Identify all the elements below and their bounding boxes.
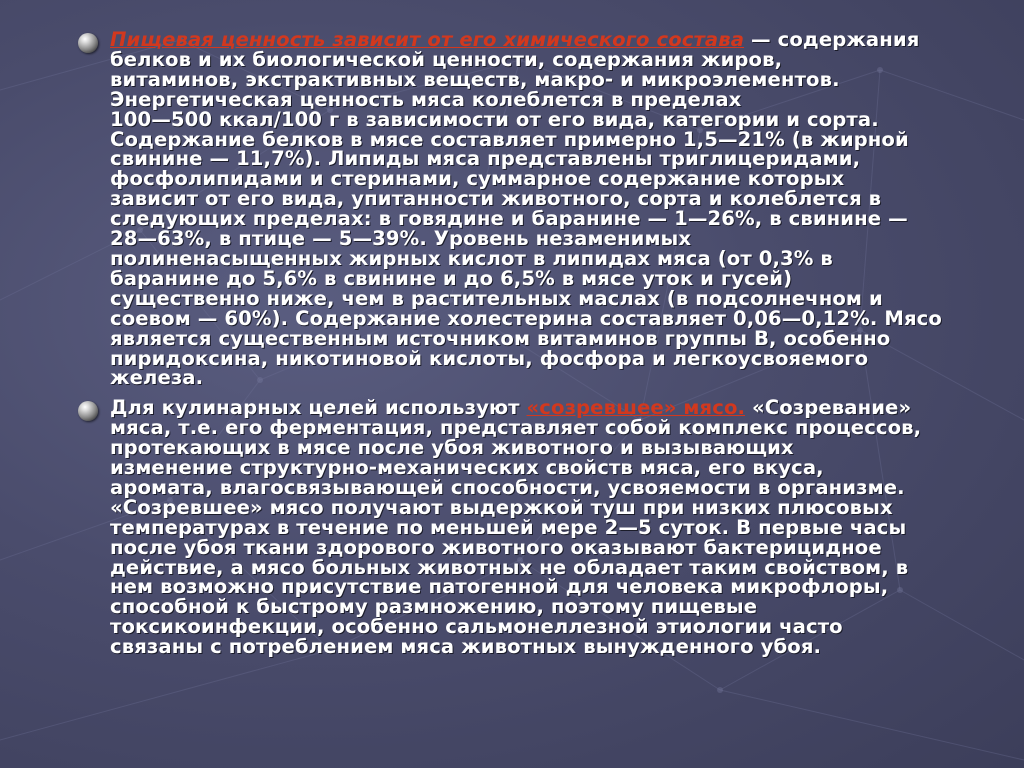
highlighted-heading-link[interactable]: Пищевая ценность зависит от его химического состава bbox=[110, 28, 745, 51]
paragraph-line: витаминов, экстрактивных веществ, макро- и микроэлементов. bbox=[110, 67, 840, 91]
paragraph-line: следующих пределах: в говядине и баранине — 1—26%, в свинине — bbox=[110, 207, 908, 231]
paragraph-line: фосфолипидами и стеринами, суммарное содержание которых bbox=[110, 167, 845, 191]
aged-meat-link[interactable]: «созревшее» мясо. bbox=[526, 396, 746, 420]
paragraph-line: зависит от его вида, упитанности животного, сорта и колеблется в bbox=[110, 187, 882, 211]
paragraph-line: изменение структурно-механических свойств мяса, его вкуса, bbox=[110, 456, 824, 480]
sphere-bullet-icon bbox=[78, 33, 98, 53]
paragraph-line: связаны с потреблением мяса животных вынужденного убоя. bbox=[110, 635, 822, 659]
paragraph-line: токсикоинфекции, особенно сальмонеллезной этиологии часто bbox=[110, 615, 843, 639]
paragraph-line: Содержание белков в мясе составляет примерно 1,5—21% (в жирной bbox=[110, 127, 909, 151]
paragraph-line: баранине до 5,6% в свинине и до 6,5% в мясе уток и гусей) bbox=[110, 266, 793, 290]
paragraph-line: аромата, влагосвязывающей способности, усвояемости в организме. bbox=[110, 475, 905, 499]
paragraph-text: Для кулинарных целей используют bbox=[110, 396, 527, 420]
paragraph-line: после убоя ткани здорового животного оказывают бактерицидное bbox=[110, 535, 882, 559]
paragraph-line: пиридоксина, никотиновой кислоты, фосфора и легкоусвояемого bbox=[110, 346, 869, 370]
paragraph-line: белков и их биологической ценности, содержания жиров, bbox=[110, 47, 783, 71]
paragraph-line: «Созревшее» мясо получают выдержкой туш при низких плюсовых bbox=[110, 495, 893, 519]
paragraph-line: температурах в течение по меньшей мере 2—5 суток. В первые часы bbox=[110, 515, 907, 539]
paragraph-line: 28—63%, в птице — 5—39%. Уровень незаменимых bbox=[110, 227, 692, 251]
paragraph-text: «Созревание» bbox=[745, 396, 912, 420]
paragraph-line: существенно ниже, чем в растительных маслах (в подсолнечном и bbox=[110, 286, 883, 310]
paragraph-line: Энергетическая ценность мяса колеблется в пределах bbox=[110, 87, 742, 111]
paragraph-line: свинине — 11,7%). Липиды мяса представлены триглицеридами, bbox=[110, 147, 861, 171]
bullet-item-nutrition bbox=[78, 30, 1008, 388]
paragraph-line: является существенным источником витаминов группы В, особенно bbox=[110, 326, 891, 350]
paragraph-text: — содержания bbox=[744, 28, 920, 51]
paragraph-line bbox=[110, 30, 1008, 50]
paragraph-line: соевом — 60%). Содержание холестерина составляет 0,06—0,12%. Мясо bbox=[110, 306, 942, 330]
bullet-item-aged-meat bbox=[78, 398, 1008, 657]
paragraph-line: действие, а мясо больных животных не обладает таким свойством, в bbox=[110, 555, 909, 579]
paragraph-line bbox=[110, 398, 1008, 418]
paragraph-line: способной к быстрому размножению, поэтому пищевые bbox=[110, 595, 758, 619]
paragraph-line: нем возможно присутствие патогенной для человека микрофлоры, bbox=[110, 575, 889, 599]
paragraph-line: протекающих в мясе после убоя животного и вызывающих bbox=[110, 436, 794, 460]
paragraph-nutrition bbox=[110, 30, 1008, 388]
slide-content bbox=[78, 30, 1008, 750]
paragraph-aged-meat bbox=[110, 398, 1008, 657]
paragraph-line: железа. bbox=[110, 366, 204, 390]
paragraph-line: мяса, т.е. его ферментация, представляет собой комплекс процессов, bbox=[110, 416, 922, 440]
paragraph-line: 100—500 ккал/100 г в зависимости от его вида, категории и сорта. bbox=[110, 107, 879, 131]
paragraph-line: полиненасыщенных жирных кислот в липидах мяса (от 0,3% в bbox=[110, 246, 833, 270]
sphere-bullet-icon bbox=[78, 401, 98, 421]
